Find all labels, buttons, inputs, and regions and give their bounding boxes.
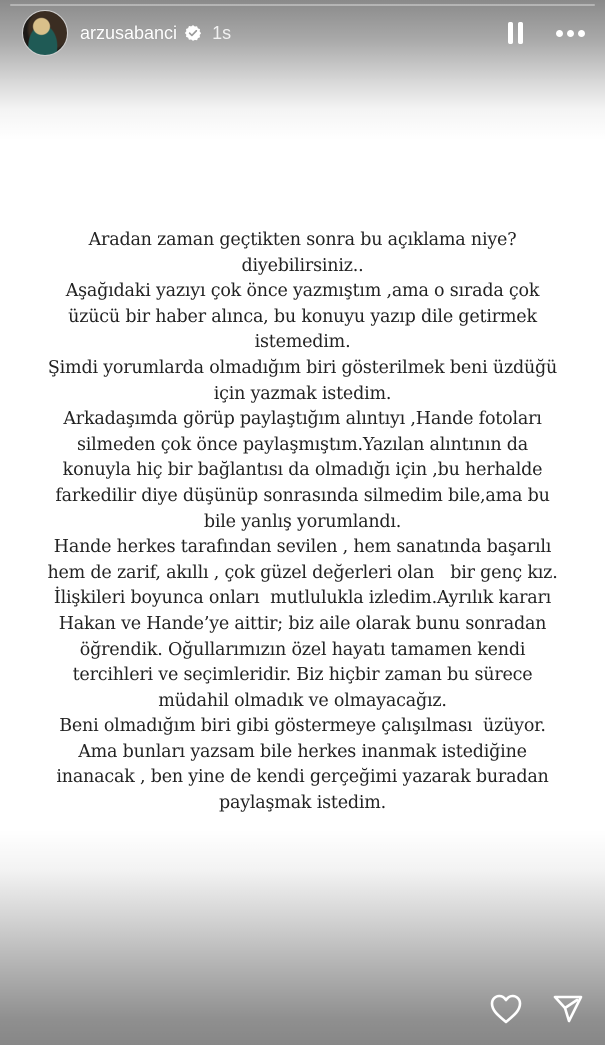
text-line: Hande herkes tarafından sevilen , hem sanatında başarılı — [53, 537, 552, 558]
text-line: Aşağıdaki yazıyı çok önce yazmıştım ,ama o sırada çok — [65, 281, 540, 302]
verified-badge-icon — [184, 24, 202, 42]
header-controls — [508, 22, 585, 44]
text-line: Arkadaşımda görüp paylaştığım alıntıyı ,Hande fotoları — [63, 409, 542, 430]
text-line: farkedilir diye düşünüp sonrasında silmedim bile,ama bu — [55, 485, 550, 506]
text-line: inanacak , ben yine de kendi gerçeğimi yazarak buradan — [56, 767, 549, 788]
text-line: bile yanlış yorumlandı. — [203, 511, 402, 532]
text-line: Şimdi yorumlarda olmadığım biri gösterilmek beni üzdüğü — [47, 357, 558, 378]
text-line: öğrendik. Oğullarımızın özel hayatı tamamen kendi — [79, 639, 526, 660]
text-line: konuyla hiç bir bağlantısı da olmadığı için ,bu herhalde — [62, 460, 543, 481]
username-link[interactable]: arzusabanci — [80, 22, 178, 43]
text-line: paylaşmak istedim. — [218, 793, 387, 814]
profile-avatar[interactable] — [22, 10, 68, 56]
pause-icon[interactable] — [508, 22, 526, 44]
more-options-icon[interactable] — [556, 30, 585, 37]
heart-icon[interactable] — [489, 993, 523, 1025]
story-text — [0, 228, 605, 817]
text-line: Hakan ve Hande’ye aittir; biz aile olarak bunu sonradan — [58, 613, 547, 634]
text-line: silmeden çok önce paylaşmıştım.Yazılan alıntının da — [76, 434, 528, 455]
post-time: 1s — [212, 22, 232, 43]
text-line: hem de zarif, akıllı , çok güzel değerleri olan bir genç kız. — [47, 562, 558, 583]
story-header — [22, 10, 585, 56]
story-footer — [489, 993, 585, 1025]
story-progress-bar — [10, 4, 595, 6]
text-line: Aradan zaman geçtikten sonra bu açıklama niye? — [88, 230, 517, 250]
text-line: tercihleri ve seçimleridir. Biz hiçbir zaman bu sürece — [72, 665, 533, 686]
text-line: için yazmak istedim. — [213, 383, 392, 404]
send-icon[interactable] — [551, 993, 585, 1025]
text-line: istemedim. — [254, 332, 351, 353]
text-line: üzücü bir haber alınca, bu konuyu yazıp dile getirmek — [68, 306, 537, 327]
text-line: müdahil olmadık ve olmayacağız. — [158, 690, 447, 711]
text-line: İlişkileri boyunca onları mutlulukla izledim.Ayrılık kararı — [53, 588, 552, 609]
text-line: Beni olmadığım biri gibi göstermeye çalışılması üzüyor. — [59, 716, 546, 737]
text-line: diyebilirsiniz.. — [241, 255, 364, 276]
text-line: Ama bunları yazsam bile herkes inanmak istediğine — [78, 741, 527, 762]
